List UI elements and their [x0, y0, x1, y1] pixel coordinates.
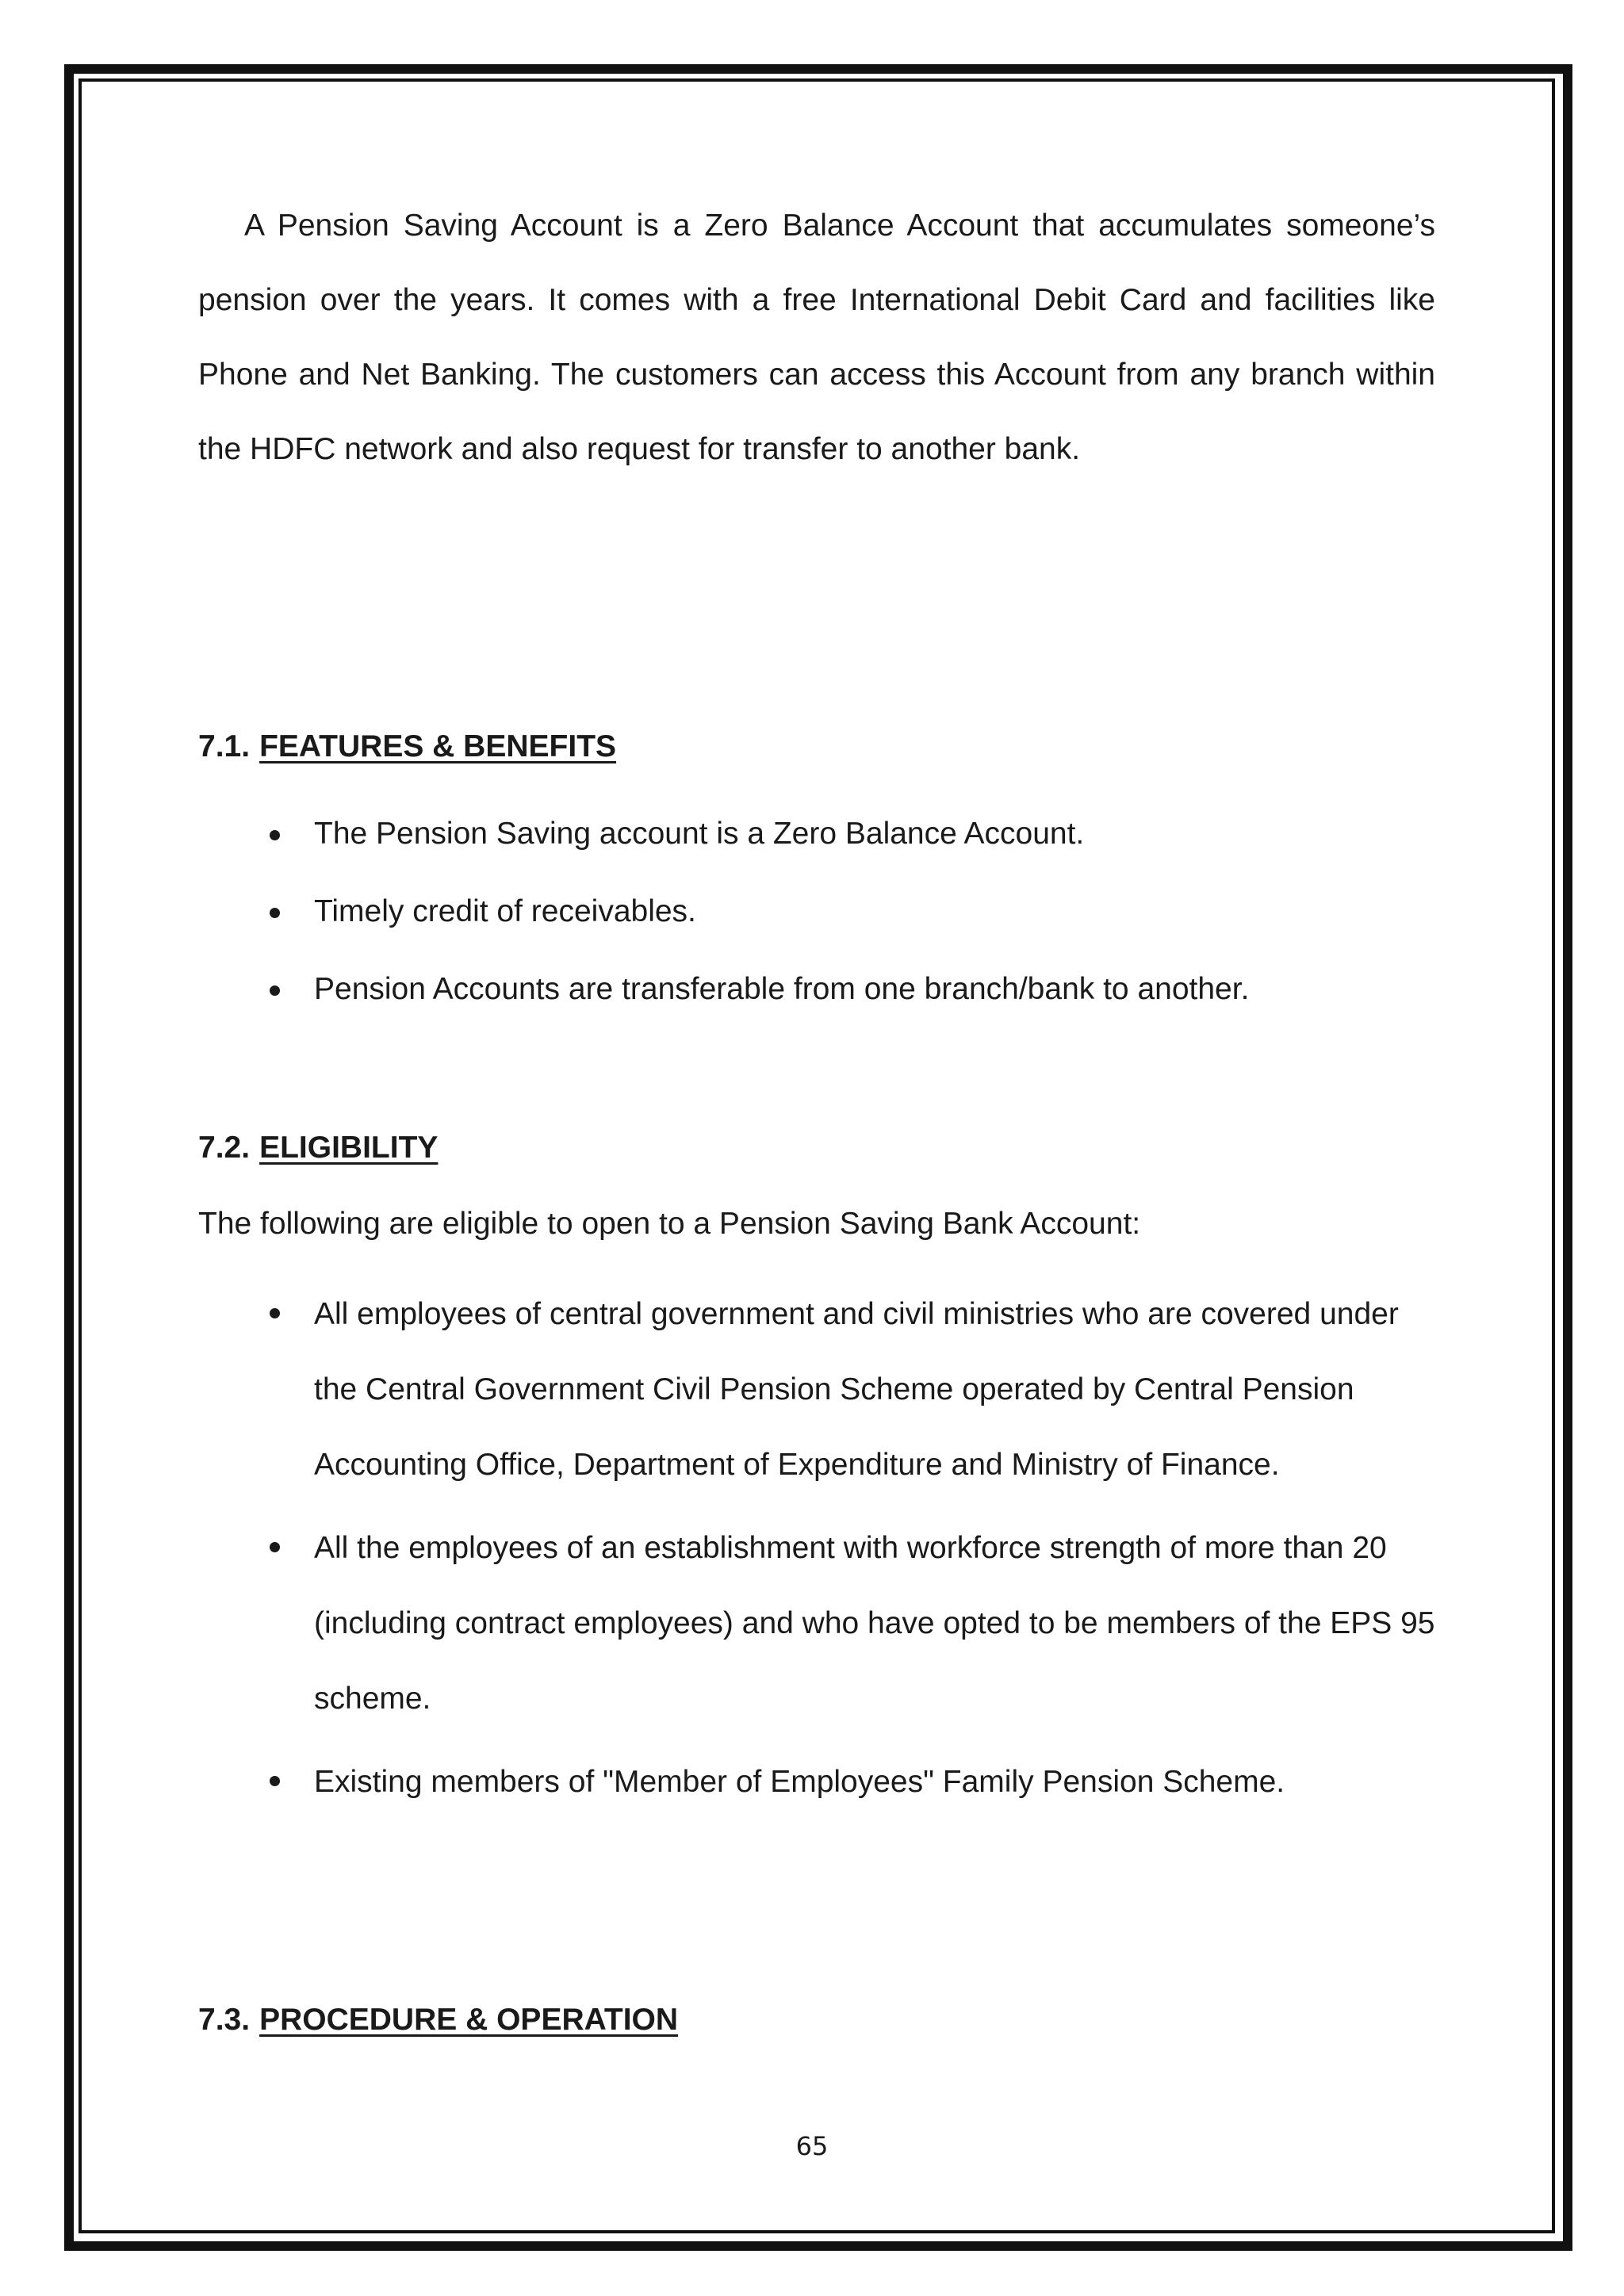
page-number: 65 [795, 2131, 829, 2161]
list-item [270, 1276, 1435, 1502]
section-number: 7.2. [198, 1131, 251, 1165]
list-item-text: Timely credit of receivables. [314, 894, 696, 928]
list-item [270, 1510, 1435, 1736]
section-title: PROCEDURE & OPERATION [259, 2003, 679, 2037]
section-heading-procedure [198, 2001, 678, 2039]
list-item-text: All employees of central government and civil ministries who are covered under the Central Government Civil Pension Scheme operated by Central Pension Accounting Office, Department of Expenditure and Ministry of Finance. [314, 1297, 1399, 1482]
eligibility-list [270, 1276, 1435, 1827]
bullet-icon [270, 1542, 280, 1552]
list-item-text: All the employees of an establishment with workforce strength of more than 20 (including contract employees) and who have opted to be members of the EPS 95 scheme. [314, 1531, 1435, 1716]
list-item [270, 893, 1435, 931]
features-list [270, 815, 1435, 1048]
list-item-text: Pension Accounts are transferable from one branch/bank to another. [314, 972, 1250, 1006]
bullet-icon [270, 1776, 280, 1786]
section-title: FEATURES & BENEFITS [259, 729, 617, 763]
bullet-icon [270, 1308, 280, 1318]
eligibility-lead: The following are eligible to open to a Pension Saving Bank Account: [198, 1207, 1141, 1241]
list-item-text: Existing members of "Member of Employees" Family Pension Scheme. [314, 1765, 1285, 1799]
bullet-icon [270, 908, 280, 918]
list-item [270, 1744, 1435, 1820]
list-item-text: The Pension Saving account is a Zero Balance Account. [314, 817, 1085, 851]
section-title: ELIGIBILITY [259, 1131, 439, 1165]
section-number: 7.1. [198, 729, 251, 763]
section-heading-eligibility [198, 1129, 438, 1167]
intro-paragraph: A Pension Saving Account is a Zero Balance Account that accumulates someone’s pension over the years. It comes with a free International Debit Card and facilities like Phone and Net Banking. The customers can access this Account from any branch within the HDFC network and also request for transfer to another bank. [198, 209, 1435, 466]
section-number: 7.3. [198, 2003, 251, 2037]
list-item [270, 970, 1435, 1008]
intro-block [198, 189, 1435, 487]
bullet-icon [270, 830, 280, 840]
section-heading-features [198, 728, 616, 766]
bullet-icon [270, 985, 280, 996]
list-item [270, 815, 1435, 853]
